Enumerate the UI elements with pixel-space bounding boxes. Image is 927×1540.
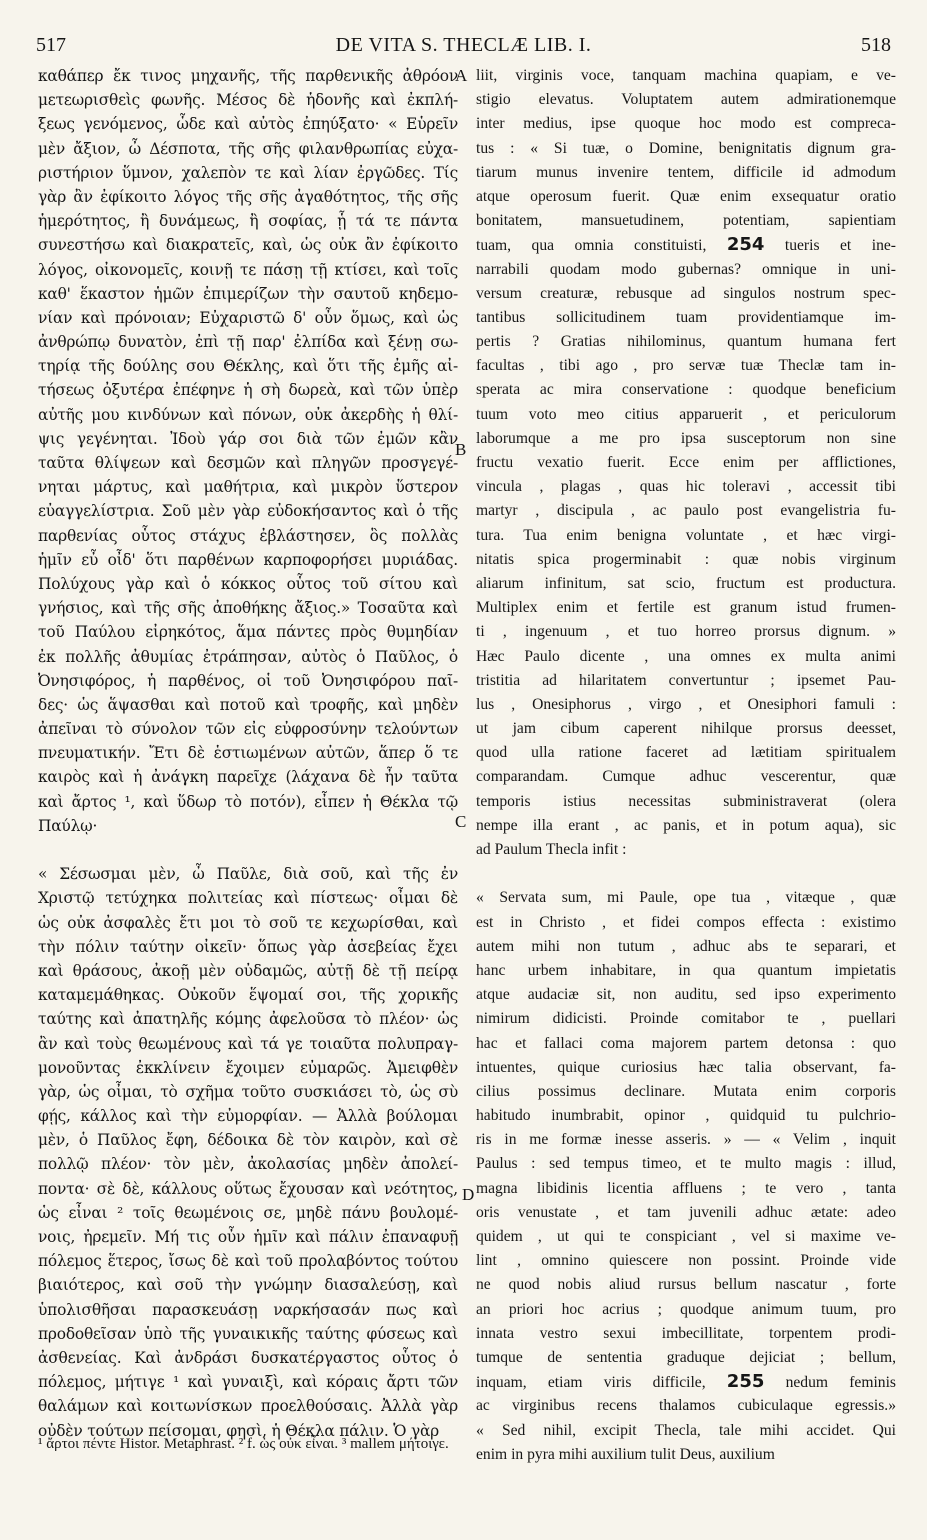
latin-line: bonitatem, mansuetudinem, potentiam, sapientiam: [476, 212, 896, 230]
greek-line: « Σέσωσμαι μὲν, ὦ Παῦλε, διὰ σοῦ, καὶ τῆς ἐν: [38, 865, 458, 884]
latin-line: nitatis spica progerminabit : quæ nobis virginum: [476, 550, 896, 568]
greek-line: ἂν καὶ τοὺς θεωμένους καὶ τά γε τοιαῦτα πολυπραγ-: [38, 1034, 458, 1053]
greek-line: νηται μάρτυς, καὶ μαθήτρια, καὶ μικρὸν ὕστερον: [38, 478, 458, 497]
greek-line: Χριστῷ τετύχηκα πολιτείας καὶ πίστεως· οἶμαι δὲ: [38, 889, 458, 908]
greek-line: καθάπερ ἔκ τινος μηχανῆς, τῆς παρθενικῆς ἀθρόον: [38, 67, 458, 85]
footnotes: ¹ ἄρτοι πέντε Histor. Metaphrast. ² f. ὡς οὐκ εἶναι. ³ mallem μήτοιγε.: [38, 1436, 449, 1452]
section-marker-a: A: [455, 66, 468, 85]
greek-column: [38, 64, 458, 1443]
greek-line: μὲν ἄξιον, ὦ Δέσποτα, τῆς σῆς φιλανθρωπίας εὐχα-: [38, 139, 458, 158]
latin-line: tristitia ad hilaritatem convertuntur ; ipsemet Pau-: [476, 671, 896, 689]
section-marker-c: C: [455, 812, 467, 831]
latin-line: laborumque a me pro ipsa susceptorum non sine: [476, 429, 896, 447]
latin-line: tuam, qua omnia constituisti, 254 tueris et ine-: [476, 234, 896, 256]
latin-line: sperata ac mira conservatione : quodque beneficium: [476, 381, 896, 399]
greek-line: γὰρ ἂν ἐφίκοιτο λόγος τῆς σῆς ἀγαθότητος, τῆς σῆς: [38, 187, 458, 206]
latin-line: magna libidinis licentia affluens ; te vero , tanta: [476, 1179, 896, 1197]
greek-line: προδοθεῖσαν ὑπὸ τῆς γυναικικῆς ταύτης φύσεως καὶ: [38, 1324, 458, 1343]
latin-line: comparandam. Cumque adhuc vescerentur, quæ: [476, 768, 896, 786]
greek-line: ἀνθρώπῳ δυνατὸν, ἐπὶ τῇ παρ' ἐλπίδα καὶ ξένῃ σω-: [38, 333, 458, 352]
latin-line: « Sed nihil, excipit Thecla, tale mihi accidet. Qui: [476, 1421, 896, 1439]
section-marker-b: B: [455, 440, 467, 459]
latin-line: stigio elevatus. Voluptatem autem admirationemque: [476, 91, 896, 109]
greek-line: τηρίᾳ τῆς δούλης σου Θέκλης, καὶ ὅτι τῆς ἐμῆς αἰ-: [38, 357, 458, 376]
greek-line: ψις γεγένηται. Ἰδοὺ γάρ σοι διὰ τῶν ἐμῶν κἂν: [38, 429, 458, 448]
latin-line: atque operosum fuerit. Quæ enim exsequatur oratio: [476, 187, 896, 205]
greek-line: τοῦ Παύλου εἰρηκότος, ἅμα πάντες πρὸς θυμηδίαν: [38, 623, 458, 642]
page-number-left: 517: [36, 34, 66, 56]
greek-line: πνευματικήν. Ἔτι δὲ ἑστιωμένων αὐτῶν, ἅπερ ὅ τε: [38, 744, 458, 763]
edition-page-number: 254: [726, 234, 765, 256]
latin-line: lint , omnino quiescere non possint. Proinde vide: [476, 1252, 896, 1270]
greek-line: [38, 838, 458, 862]
section-marker-d: D: [462, 1185, 475, 1204]
latin-line: vincula , plagas , quas hic toleravi , accessit tibi: [476, 478, 896, 496]
greek-line: μονοῦντας ἐκκλίνειν ἔχοιμεν εὐμαρῶς. Ἀμειφθὲν: [38, 1058, 458, 1077]
edition-page-number: 255: [726, 1371, 765, 1393]
greek-line: λόγος, οἰκονομεῖς, κοινῇ τε πάσῃ τῇ κτίσει, καὶ τοῖς: [38, 260, 458, 279]
latin-line: est in Christo , et fidei compos effecta : existimo: [476, 913, 896, 931]
latin-line: hac et fallaci coma majorem partem detonsa : quo: [476, 1034, 896, 1052]
greek-line: Πολύχους γὰρ καὶ ὁ κόκκος οὗτος τοῦ σίτου καὶ: [38, 574, 458, 593]
greek-line: ἡμῖν εὖ οἶδ' ὅτι παρθένων καρποφορήσει μυριάδας.: [38, 550, 458, 569]
latin-line: hanc urbem inhabitare, in qua quantum impietatis: [476, 961, 896, 979]
greek-line: πόλεμος, μήτιγε ¹ καὶ γυναιξὶ, καὶ κόραις ἄρτι τῶν: [38, 1373, 458, 1392]
latin-line: « Servata sum, mi Paule, ope tua , vitæque , quæ: [476, 889, 896, 907]
greek-line: ὑπολισθῆσαι παρασκευάσῃ ναρκήσασάν πως καὶ: [38, 1300, 458, 1319]
latin-line: ti , ingenuum , et tuo horreo prorsus dignum. »: [476, 623, 896, 641]
latin-line: cilius possimus declinare. Mutata enim corporis: [476, 1082, 896, 1100]
greek-line: Παύλῳ·: [38, 816, 98, 835]
latin-line: tura. Tua enim benigna voluntate , et hæc virgi-: [476, 526, 896, 544]
greek-line: ὡς οὐκ ἀσφαλὲς ἔτι μοι τὸ σοῦ τε κεχωρίσθαι, καὶ: [38, 913, 458, 932]
latin-line: tus : « Si tuæ, o Domine, benignitatis dignum gra-: [476, 139, 896, 157]
latin-line: tuum voto meo citius apparuerit , et periculorum: [476, 405, 896, 423]
latin-line: ad Paulum Thecla infit :: [476, 841, 627, 858]
latin-line: Multiplex enim et fertile est granum istud frumen-: [476, 599, 896, 617]
greek-line: καὶ ἄρτος ¹, καὶ ὕδωρ τὸ ποτόν), εἶπεν ἡ Θέκλα τῷ: [38, 792, 458, 811]
running-title: DE VITA S. THECLÆ LIB. I.: [335, 34, 592, 56]
latin-line: inquam, etiam viris difficile, 255 nedum feminis: [476, 1371, 896, 1393]
greek-line: καθ' ἕκαστον ἡμῶν ἐπιμερίζων τὴν σαυτοῦ κηδεμο-: [38, 284, 458, 303]
greek-line: μετεωρισθεὶς φωνῆς. Μέσος δὲ ἡδονῆς καὶ ἐκπλή-: [38, 91, 458, 110]
greek-line: νοις, ἠρεμεῖν. Μή τις οὖν ἡμῖν καὶ πάλιν ἐπαναφυῇ: [38, 1228, 458, 1246]
greek-line: τήσεως ὀξυτέρα ἐπέφηνε ἡ σὴ δωρεὰ, καὶ τῶν ὑπὲρ: [38, 381, 458, 400]
greek-line: θαλάμων καὶ κοιτωνίσκων προελθούσαις. Ἀλλὰ γὰρ: [38, 1397, 458, 1416]
latin-line: enim in pyra mihi auxilium tulit Deus, auxilium: [476, 1445, 775, 1463]
latin-line: tantibus sollicitudinem tuam providentiamque im-: [476, 308, 896, 326]
latin-line: ne quod nobis aliud rursus bellum nascatur , forte: [476, 1276, 896, 1294]
latin-line: oris venustate , et tam juvenili adhuc ætate: adeo: [476, 1203, 896, 1221]
greek-line: ἀπεῖναι τὸ σύνολον τῶν εἰς εὐφροσύνην τελούντων: [38, 720, 458, 739]
greek-line: νίαν καὶ πρόνοιαν; Εὐχαριστῶ δ' οὖν ὅμως, καὶ ὡς: [38, 308, 458, 327]
greek-line: συνεστήσω καὶ διακρατεῖς, καὶ, ὡς οὐκ ἂν ἐφίκοιτο: [38, 236, 458, 255]
greek-line: ποντα· σὲ δὲ, κάλλους οὕτως ἔχουσαν καὶ νεότητος,: [38, 1179, 458, 1198]
latin-line: ris in me formæ inesse asseris. » — « Velim , inquit: [476, 1131, 896, 1149]
greek-line: Ὀνησιφόρος, ἡ παρθένος, οἱ τοῦ Ὀνησιφόρου παῖ-: [38, 671, 458, 690]
latin-line: pertis ? Gratias nihilominus, quantum humana fert: [476, 333, 896, 351]
latin-line: intuentes, quique curiosius hæc talia observant, fa-: [476, 1058, 896, 1076]
latin-line: nempe illa erant , ac panis, et in potum aqua), sic: [476, 816, 896, 834]
latin-line: tiarum munus invenire tentem, difficile id admodum: [476, 163, 896, 181]
latin-line: tumque de sententia graduque dejiciat ; bellum,: [476, 1348, 896, 1366]
latin-line: aliarum infinitum, sat scio, fructum est productura.: [476, 574, 896, 592]
latin-line: temporis istius necessitas subministraverat (olera: [476, 792, 896, 810]
greek-line: πόλεμος ἕτερος, ἴσως δὲ καὶ τοῦ προλαβόντος τούτου: [38, 1252, 458, 1271]
greek-line: πολλῷ πλέον· τὸν μὲν, ἀκολασίας μηδὲν ἀπολεί-: [38, 1155, 458, 1174]
latin-line: Hæc Paulo dicente , una omnes ex multa animi: [476, 647, 896, 665]
greek-line: δες· ὡς ἅψασθαι καὶ ποτοῦ καὶ τροφῆς, καὶ μηδὲν: [38, 695, 458, 714]
latin-column: [476, 64, 896, 1467]
greek-line: ξεως γενόμενος, ὧδε καὶ αὐτὸς ἐπηύξατο· « Εὑρεῖν: [38, 115, 458, 134]
greek-line: εὐαγγελίστρια. Σοῦ μὲν γὰρ εὐδοκήσαντος καὶ ὁ τῆς: [38, 502, 458, 521]
greek-line: παρθενίας οὗτος στάχυς ἐβλάστησεν, ὃς πολλὰς: [38, 526, 458, 545]
greek-line: ἀσθενείας. Καὶ ἀνδράσι δυσκατέργαστος οὗτος ὁ: [38, 1348, 458, 1367]
latin-line: versum creaturæ, rebusque ad singulos nostrum spec-: [476, 284, 896, 302]
greek-line: ἡμερότητος, ἢ δυνάμεως, ἢ σοφίας, ᾗ τά τε πάντα: [38, 212, 458, 231]
latin-line: ac virginibus recens thalamos cubiculaque egressis.»: [476, 1397, 896, 1415]
greek-line: φῄς, κάλλος καὶ τὴν εὐμορφίαν. — Ἀλλὰ βούλομαι: [38, 1107, 458, 1126]
greek-line: καιρὸς καὶ ἡ ἀνάγκη παρεῖχε (λάχανα δὲ ἦν ταῦτα: [38, 768, 458, 787]
greek-line: ριστήριον ὕμνον, χαλεπὸν τε καὶ λίαν ἐργῶδες. Τίς: [38, 163, 458, 182]
latin-line: lus , Onesiphorus , virgo , et Onesiphori famuli :: [476, 695, 896, 713]
latin-line: nimirum didicisti. Proinde comitabor te , puellari: [476, 1010, 896, 1028]
latin-line: fructu vexatio fuerit. Ecce enim per afflictiones,: [476, 454, 896, 471]
latin-line: atque audaciæ sit, non auditu, sed ipso experimento: [476, 986, 896, 1004]
greek-line: αὐτῆς μου κινδύνων καὶ πόνων, οὐκ ἀκερδὴς ἡ θλί-: [38, 405, 458, 424]
greek-line: μὲν, ὁ Παῦλος ἔφη, δέδοικα δὲ τὸν καιρὸν, καὶ σὲ: [38, 1131, 458, 1150]
greek-line: καταμεμάθηκας. Οὐκοῦν ἕψομαί σοι, τῆς χορικῆς: [38, 986, 458, 1005]
page-number-right: 518: [861, 34, 891, 56]
latin-line: quidem , ut qui te conspiciant , vel si maxime ve-: [476, 1228, 896, 1245]
latin-line: [476, 862, 896, 886]
greek-line: γὰρ, ὡς οἶμαι, τὸ σχῆμα τοῦτο συσκιάσει τὸ, ὡς σὺ: [38, 1082, 458, 1101]
latin-line: liit, virginis voce, tanquam machina quapiam, e ve-: [476, 67, 896, 84]
latin-line: martyr , discipula , ac paulo post evangelistria fu-: [476, 502, 896, 520]
greek-line: ταῦτα θλίψεων καὶ δεσμῶν καὶ πληγῶν προσγεγέ-: [38, 454, 458, 472]
latin-line: innata vestro sexui imbecillitate, torpentem prodi-: [476, 1324, 896, 1342]
greek-line: οὐδὲν τούτων πείσομαι, φησὶ, ἡ Θέκλα πάλιν. Ὁ γὰρ: [38, 1421, 440, 1440]
greek-line: βιαιότερος, καὶ σοῦ τὴν γνώμην διασαλεύσῃ, καὶ: [38, 1276, 458, 1295]
latin-line: an priori hoc acrius ; quodque animum tuum, pro: [476, 1300, 896, 1318]
greek-line: γνήσιος, καὶ τῆς σῆς ἀποθήκης ἄξιος.» Τοσαῦτα καὶ: [38, 599, 458, 618]
latin-line: habitudo inumbrabit, opinor , quidquid tu pulchrio-: [476, 1107, 896, 1125]
running-header: [0, 30, 927, 62]
latin-line: facultas , tibi ago , pro servæ tuæ Theclæ tam in-: [476, 357, 896, 375]
latin-line: narrabili quodam modo gubernas? omnique in uni-: [476, 260, 896, 278]
greek-line: ἐκ πολλῆς ἀθυμίας ἐτράπησαν, αὐτὸς ὁ Παῦλος, ὁ: [38, 647, 458, 666]
latin-line: quod ulla ratione faceret ad lætitiam spiritualem: [476, 744, 896, 762]
latin-line: ut jam cibum caperent nihilque prorsus deesset,: [476, 720, 896, 738]
greek-line: ὡς εἶναι ² τοῖς θεωμένοις σε, μηδὲ πάνυ βουλομέ-: [38, 1203, 458, 1222]
greek-line: τὴν πόλιν ταύτην οἰκεῖν· ὅπως γὰρ ἀσεβείας ἔχει: [38, 937, 458, 956]
latin-line: Paulus : sed tempus timeo, et te multo magis : illud,: [476, 1155, 896, 1173]
latin-line: autem mihi non tutum , adhuc abs te separari, et: [476, 937, 896, 955]
latin-line: inter medius, ipse quoque hoc modo est compreca-: [476, 115, 896, 133]
greek-line: καὶ θράσους, ἀκοῇ μὲν οὐδαμῶς, αὐτῇ δὲ τῇ πείρᾳ: [38, 961, 458, 980]
greek-line: ταύτης καὶ ἀπατηλῆς κόμης ἀφελοῦσα τὸ πλέον· ὡς: [38, 1010, 458, 1029]
